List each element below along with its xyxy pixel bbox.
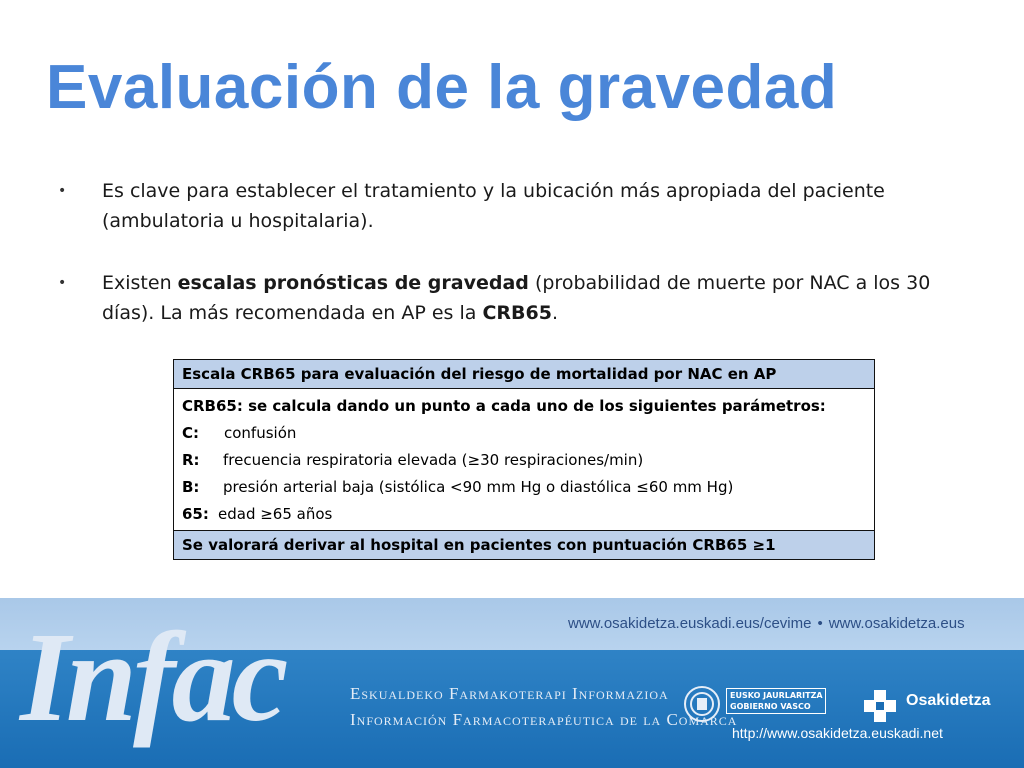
- crb65-intro-text: CRB65: se calcula dando un punto a cada uno de los siguientes parámetros:: [182, 397, 826, 415]
- bullet-dot-icon: •: [58, 183, 67, 199]
- url-separator: •: [817, 615, 823, 632]
- infac-logo: Infac: [20, 606, 285, 748]
- gov-emblem-icon: [684, 686, 720, 722]
- crb65-table-body: [174, 389, 875, 531]
- crb65-param-row: [182, 474, 866, 501]
- crb65-param-desc: presión arterial baja (sistólica <90 mm Hg o diastólica ≤60 mm Hg): [223, 478, 734, 496]
- bullet-item: [56, 268, 986, 328]
- bullet-text-post: .: [551, 302, 558, 324]
- osakidetza-net-link[interactable]: http://www.osakidetza.euskadi.net: [732, 725, 943, 741]
- crb65-param-key: B:: [182, 478, 200, 496]
- slide-title: Evaluación de la gravedad: [46, 53, 838, 122]
- bullet-text-mid: (probabilidad de muerte por NAC a los 30 días). La más recomendada en AP es la: [102, 272, 931, 324]
- gov-line-1: EUSKO JAURLARITZA: [730, 691, 823, 700]
- crb65-param-row: [182, 501, 866, 528]
- crb65-table: [173, 359, 875, 560]
- crb65-param-desc: edad ≥65 años: [218, 505, 333, 523]
- crb65-param-row: [182, 447, 866, 474]
- crb65-table-header: Escala CRB65 para evaluación del riesgo de mortalidad por NAC en AP: [174, 360, 875, 389]
- bullet-text-pre: Existen: [102, 272, 178, 294]
- crb65-param-desc: confusión: [224, 424, 297, 442]
- bullet-text: Es clave para establecer el tratamiento y la ubicación más apropiada del paciente (ambulatoria u hospitalaria).: [102, 180, 885, 232]
- bullet-item: [56, 176, 986, 236]
- bullet-dot-icon: •: [58, 275, 67, 291]
- footer-banner: [0, 598, 1024, 768]
- footer-spanish-line: Información Farmacoterapéutica de la Comarca: [350, 710, 738, 729]
- footer-urls: [568, 615, 965, 632]
- bullet-emphasis: escalas pronósticas de gravedad: [177, 272, 529, 294]
- osakidetza-link[interactable]: www.osakidetza.eus: [828, 615, 965, 632]
- crb65-param-key: 65:: [182, 505, 209, 523]
- osakidetza-logo: [862, 688, 1012, 728]
- crb65-table-footer: Se valorará derivar al hospital en pacientes con puntuación CRB65 ≥1: [174, 531, 875, 560]
- osakidetza-name: Osakidetza: [906, 692, 991, 709]
- bullet-emphasis-crb65: CRB65: [482, 302, 552, 324]
- cevime-link[interactable]: www.osakidetza.euskadi.eus/cevime: [568, 615, 812, 632]
- footer-basque-line: Eskualdeko Farmakoterapi Informazioa: [350, 684, 669, 703]
- crb65-param-desc: frecuencia respiratoria elevada (≥30 respiraciones/min): [223, 451, 644, 469]
- osakidetza-cross-icon: [862, 688, 898, 724]
- gov-line-2: GOBIERNO VASCO: [730, 702, 811, 711]
- crb65-param-key: R:: [182, 451, 200, 469]
- gov-text: [726, 688, 826, 714]
- crb65-param-key: C:: [182, 424, 200, 442]
- bullet-list: [56, 176, 986, 360]
- crb65-intro: [182, 393, 866, 420]
- crb65-param-row: [182, 420, 866, 447]
